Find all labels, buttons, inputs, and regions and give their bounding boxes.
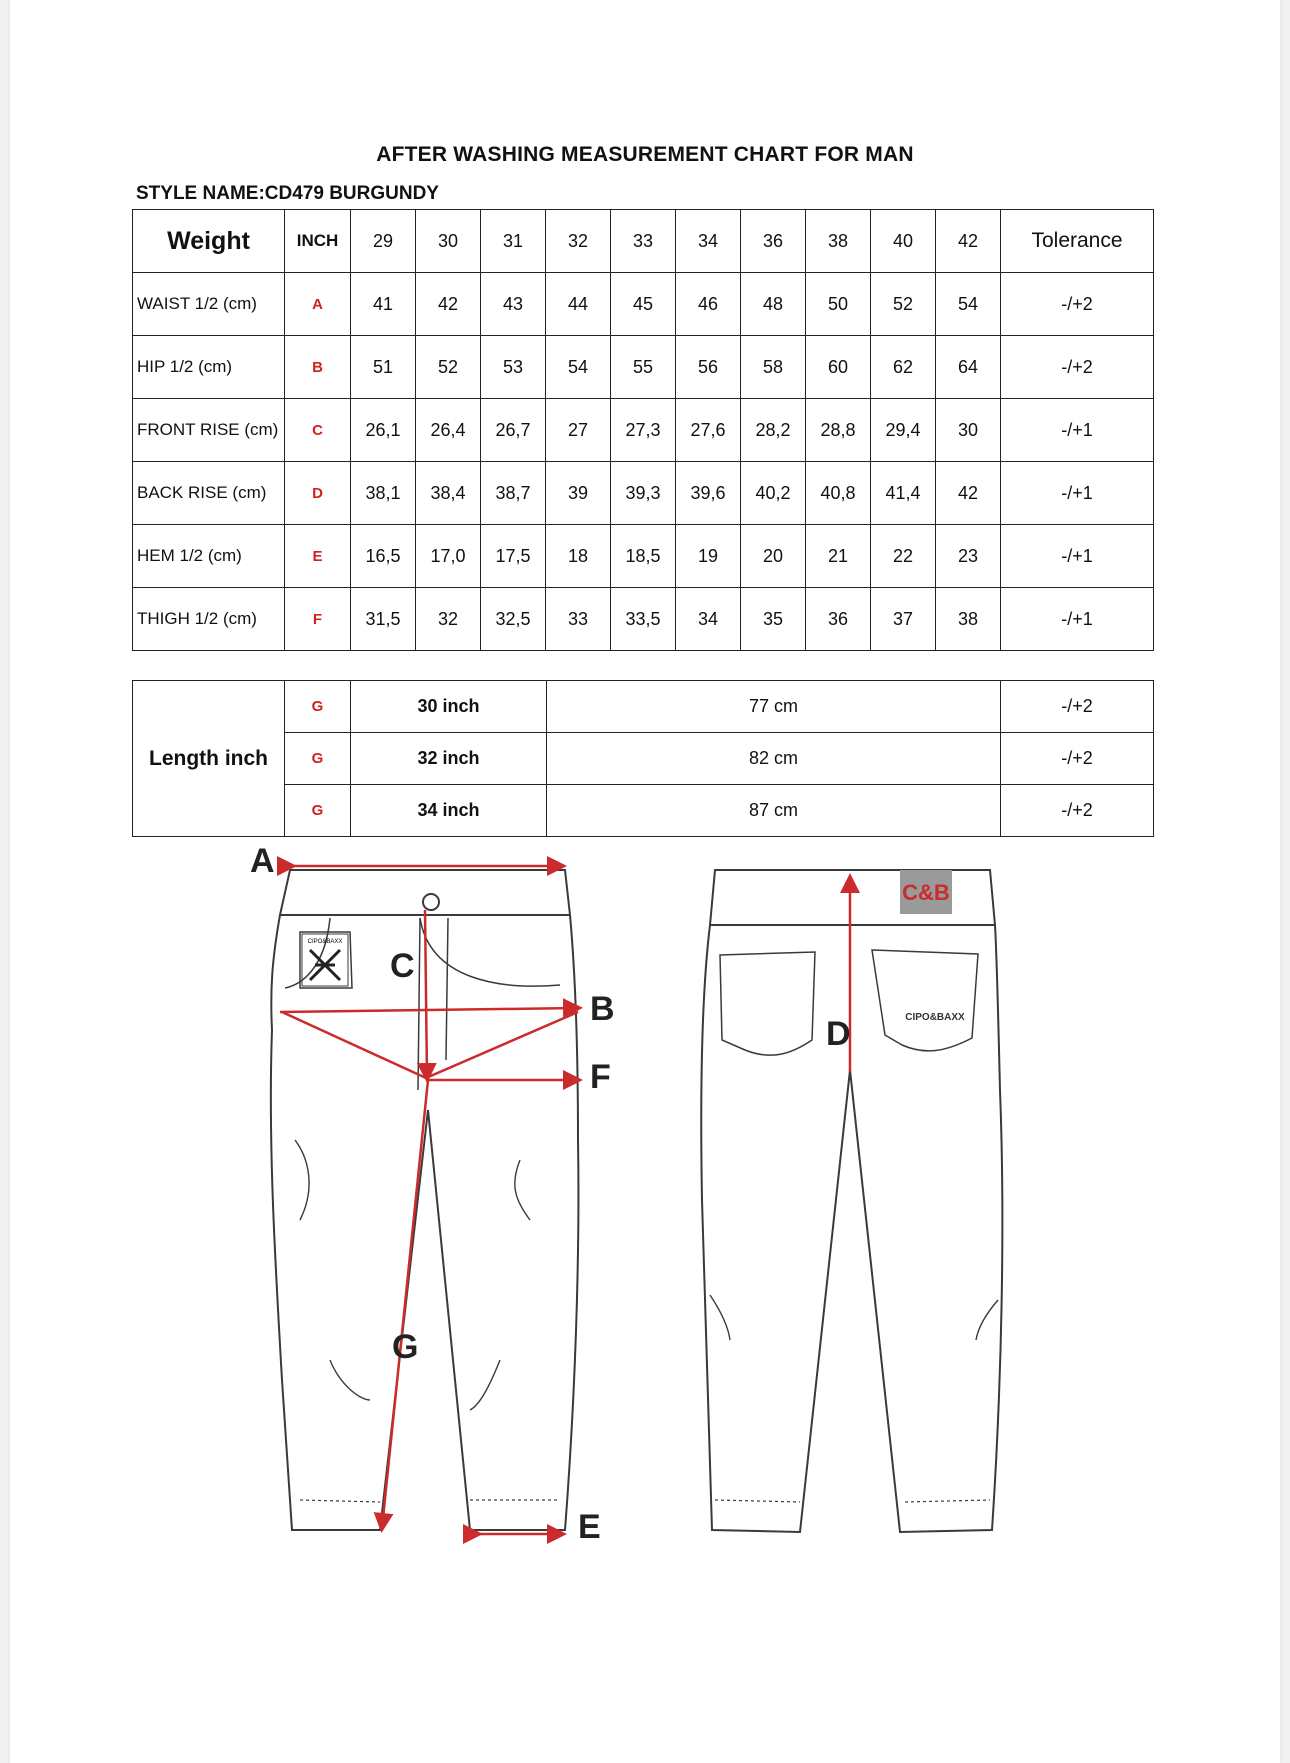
measure-value: 38,1 bbox=[351, 462, 416, 525]
measure-code: F bbox=[285, 588, 351, 651]
measure-code: A bbox=[285, 273, 351, 336]
label-a: A bbox=[250, 842, 275, 880]
measure-value: 28,2 bbox=[741, 399, 806, 462]
header-size: 40 bbox=[871, 210, 936, 273]
length-table bbox=[132, 680, 1154, 837]
header-weight: Weight bbox=[133, 210, 285, 273]
measure-value: 31,5 bbox=[351, 588, 416, 651]
measure-label: WAIST 1/2 (cm) bbox=[133, 273, 285, 336]
length-inch: 30 inch bbox=[351, 681, 547, 733]
table-row bbox=[133, 588, 1154, 651]
measure-value: 21 bbox=[806, 525, 871, 588]
measure-value: 54 bbox=[546, 336, 611, 399]
measure-value: 32,5 bbox=[481, 588, 546, 651]
measure-value: 22 bbox=[871, 525, 936, 588]
length-cm: 82 cm bbox=[547, 733, 1001, 785]
measure-value: 43 bbox=[481, 273, 546, 336]
measure-value: 42 bbox=[416, 273, 481, 336]
measure-value: 30 bbox=[936, 399, 1001, 462]
label-b: B bbox=[590, 990, 615, 1028]
back-jeans-outline bbox=[701, 870, 1002, 1532]
table-row bbox=[133, 336, 1154, 399]
label-g: G bbox=[392, 1328, 419, 1366]
measure-value: 53 bbox=[481, 336, 546, 399]
measure-value: 36 bbox=[806, 588, 871, 651]
measure-value: 38,7 bbox=[481, 462, 546, 525]
length-code: G bbox=[285, 785, 351, 837]
measure-value: 39,3 bbox=[611, 462, 676, 525]
length-inch: 32 inch bbox=[351, 733, 547, 785]
length-cm: 77 cm bbox=[547, 681, 1001, 733]
length-label: Length inch bbox=[133, 681, 285, 837]
front-logo-text: CIPO&BAXX bbox=[307, 939, 343, 945]
measure-value: 23 bbox=[936, 525, 1001, 588]
measure-label: BACK RISE (cm) bbox=[133, 462, 285, 525]
measure-value: 38 bbox=[936, 588, 1001, 651]
length-row bbox=[133, 785, 1154, 837]
measure-value: 33 bbox=[546, 588, 611, 651]
measure-value: 34 bbox=[676, 588, 741, 651]
length-row bbox=[133, 733, 1154, 785]
brand-patch-text: C&B bbox=[902, 880, 950, 905]
page-title: AFTER WASHING MEASUREMENT CHART FOR MAN bbox=[376, 143, 914, 166]
measure-value: 32 bbox=[416, 588, 481, 651]
label-c: C bbox=[390, 947, 415, 985]
measure-value: 39,6 bbox=[676, 462, 741, 525]
length-tolerance: -/+2 bbox=[1001, 785, 1154, 837]
measure-value: 17,0 bbox=[416, 525, 481, 588]
measure-value: 27,6 bbox=[676, 399, 741, 462]
pocket-label: CIPO&BAXX bbox=[905, 1012, 965, 1023]
header-size: 38 bbox=[806, 210, 871, 273]
length-inch: 34 inch bbox=[351, 785, 547, 837]
measure-label: FRONT RISE (cm) bbox=[133, 399, 285, 462]
measure-code: D bbox=[285, 462, 351, 525]
measure-value: 54 bbox=[936, 273, 1001, 336]
measure-value: 45 bbox=[611, 273, 676, 336]
size-measurement-table bbox=[132, 209, 1154, 651]
measure-value: 18 bbox=[546, 525, 611, 588]
measure-code: E bbox=[285, 525, 351, 588]
measure-value: 28,8 bbox=[806, 399, 871, 462]
measure-tolerance: -/+1 bbox=[1001, 588, 1154, 651]
measure-value: 42 bbox=[936, 462, 1001, 525]
measure-label: HIP 1/2 (cm) bbox=[133, 336, 285, 399]
measure-tolerance: -/+2 bbox=[1001, 336, 1154, 399]
header-inch: INCH bbox=[285, 210, 351, 273]
header-size: 34 bbox=[676, 210, 741, 273]
measure-code: C bbox=[285, 399, 351, 462]
table-row bbox=[133, 273, 1154, 336]
label-f: F bbox=[590, 1058, 611, 1096]
measure-tolerance: -/+1 bbox=[1001, 525, 1154, 588]
measure-value: 33,5 bbox=[611, 588, 676, 651]
size-header-row bbox=[133, 210, 1154, 273]
measure-value: 18,5 bbox=[611, 525, 676, 588]
label-e: E bbox=[578, 1508, 601, 1546]
measure-value: 48 bbox=[741, 273, 806, 336]
measure-value: 19 bbox=[676, 525, 741, 588]
measure-value: 27,3 bbox=[611, 399, 676, 462]
table-row bbox=[133, 525, 1154, 588]
measure-value: 62 bbox=[871, 336, 936, 399]
measure-value: 52 bbox=[416, 336, 481, 399]
measure-value: 56 bbox=[676, 336, 741, 399]
measure-label: HEM 1/2 (cm) bbox=[133, 525, 285, 588]
measure-value: 41 bbox=[351, 273, 416, 336]
header-size: 32 bbox=[546, 210, 611, 273]
length-cm: 87 cm bbox=[547, 785, 1001, 837]
label-d: D bbox=[826, 1015, 851, 1053]
measure-value: 16,5 bbox=[351, 525, 416, 588]
measure-value: 26,4 bbox=[416, 399, 481, 462]
jeans-diagram bbox=[0, 840, 1290, 1560]
measure-value: 40,8 bbox=[806, 462, 871, 525]
measure-value: 55 bbox=[611, 336, 676, 399]
length-row bbox=[133, 681, 1154, 733]
header-size: 30 bbox=[416, 210, 481, 273]
front-logo bbox=[302, 934, 348, 986]
measure-value: 20 bbox=[741, 525, 806, 588]
measure-value: 58 bbox=[741, 336, 806, 399]
measure-value: 52 bbox=[871, 273, 936, 336]
header-size: 33 bbox=[611, 210, 676, 273]
measure-value: 37 bbox=[871, 588, 936, 651]
measure-value: 51 bbox=[351, 336, 416, 399]
measure-tolerance: -/+1 bbox=[1001, 399, 1154, 462]
length-code: G bbox=[285, 733, 351, 785]
header-size: 42 bbox=[936, 210, 1001, 273]
measure-value: 50 bbox=[806, 273, 871, 336]
button-icon bbox=[423, 894, 439, 910]
measure-value: 17,5 bbox=[481, 525, 546, 588]
length-tolerance: -/+2 bbox=[1001, 681, 1154, 733]
style-name: STYLE NAME:CD479 BURGUNDY bbox=[136, 183, 439, 204]
measure-value: 26,1 bbox=[351, 399, 416, 462]
measure-value: 60 bbox=[806, 336, 871, 399]
header-size: 31 bbox=[481, 210, 546, 273]
measure-value: 27 bbox=[546, 399, 611, 462]
measure-value: 44 bbox=[546, 273, 611, 336]
measure-tolerance: -/+2 bbox=[1001, 273, 1154, 336]
measure-value: 38,4 bbox=[416, 462, 481, 525]
length-tolerance: -/+2 bbox=[1001, 733, 1154, 785]
header-size: 36 bbox=[741, 210, 806, 273]
header-tolerance: Tolerance bbox=[1001, 210, 1154, 273]
measure-value: 35 bbox=[741, 588, 806, 651]
length-code: G bbox=[285, 681, 351, 733]
measure-value: 39 bbox=[546, 462, 611, 525]
measure-value: 26,7 bbox=[481, 399, 546, 462]
table-row bbox=[133, 399, 1154, 462]
measure-label: THIGH 1/2 (cm) bbox=[133, 588, 285, 651]
measure-tolerance: -/+1 bbox=[1001, 462, 1154, 525]
measure-value: 41,4 bbox=[871, 462, 936, 525]
measure-value: 46 bbox=[676, 273, 741, 336]
table-row bbox=[133, 462, 1154, 525]
header-size: 29 bbox=[351, 210, 416, 273]
measure-value: 29,4 bbox=[871, 399, 936, 462]
measure-value: 40,2 bbox=[741, 462, 806, 525]
measure-code: B bbox=[285, 336, 351, 399]
measure-value: 64 bbox=[936, 336, 1001, 399]
